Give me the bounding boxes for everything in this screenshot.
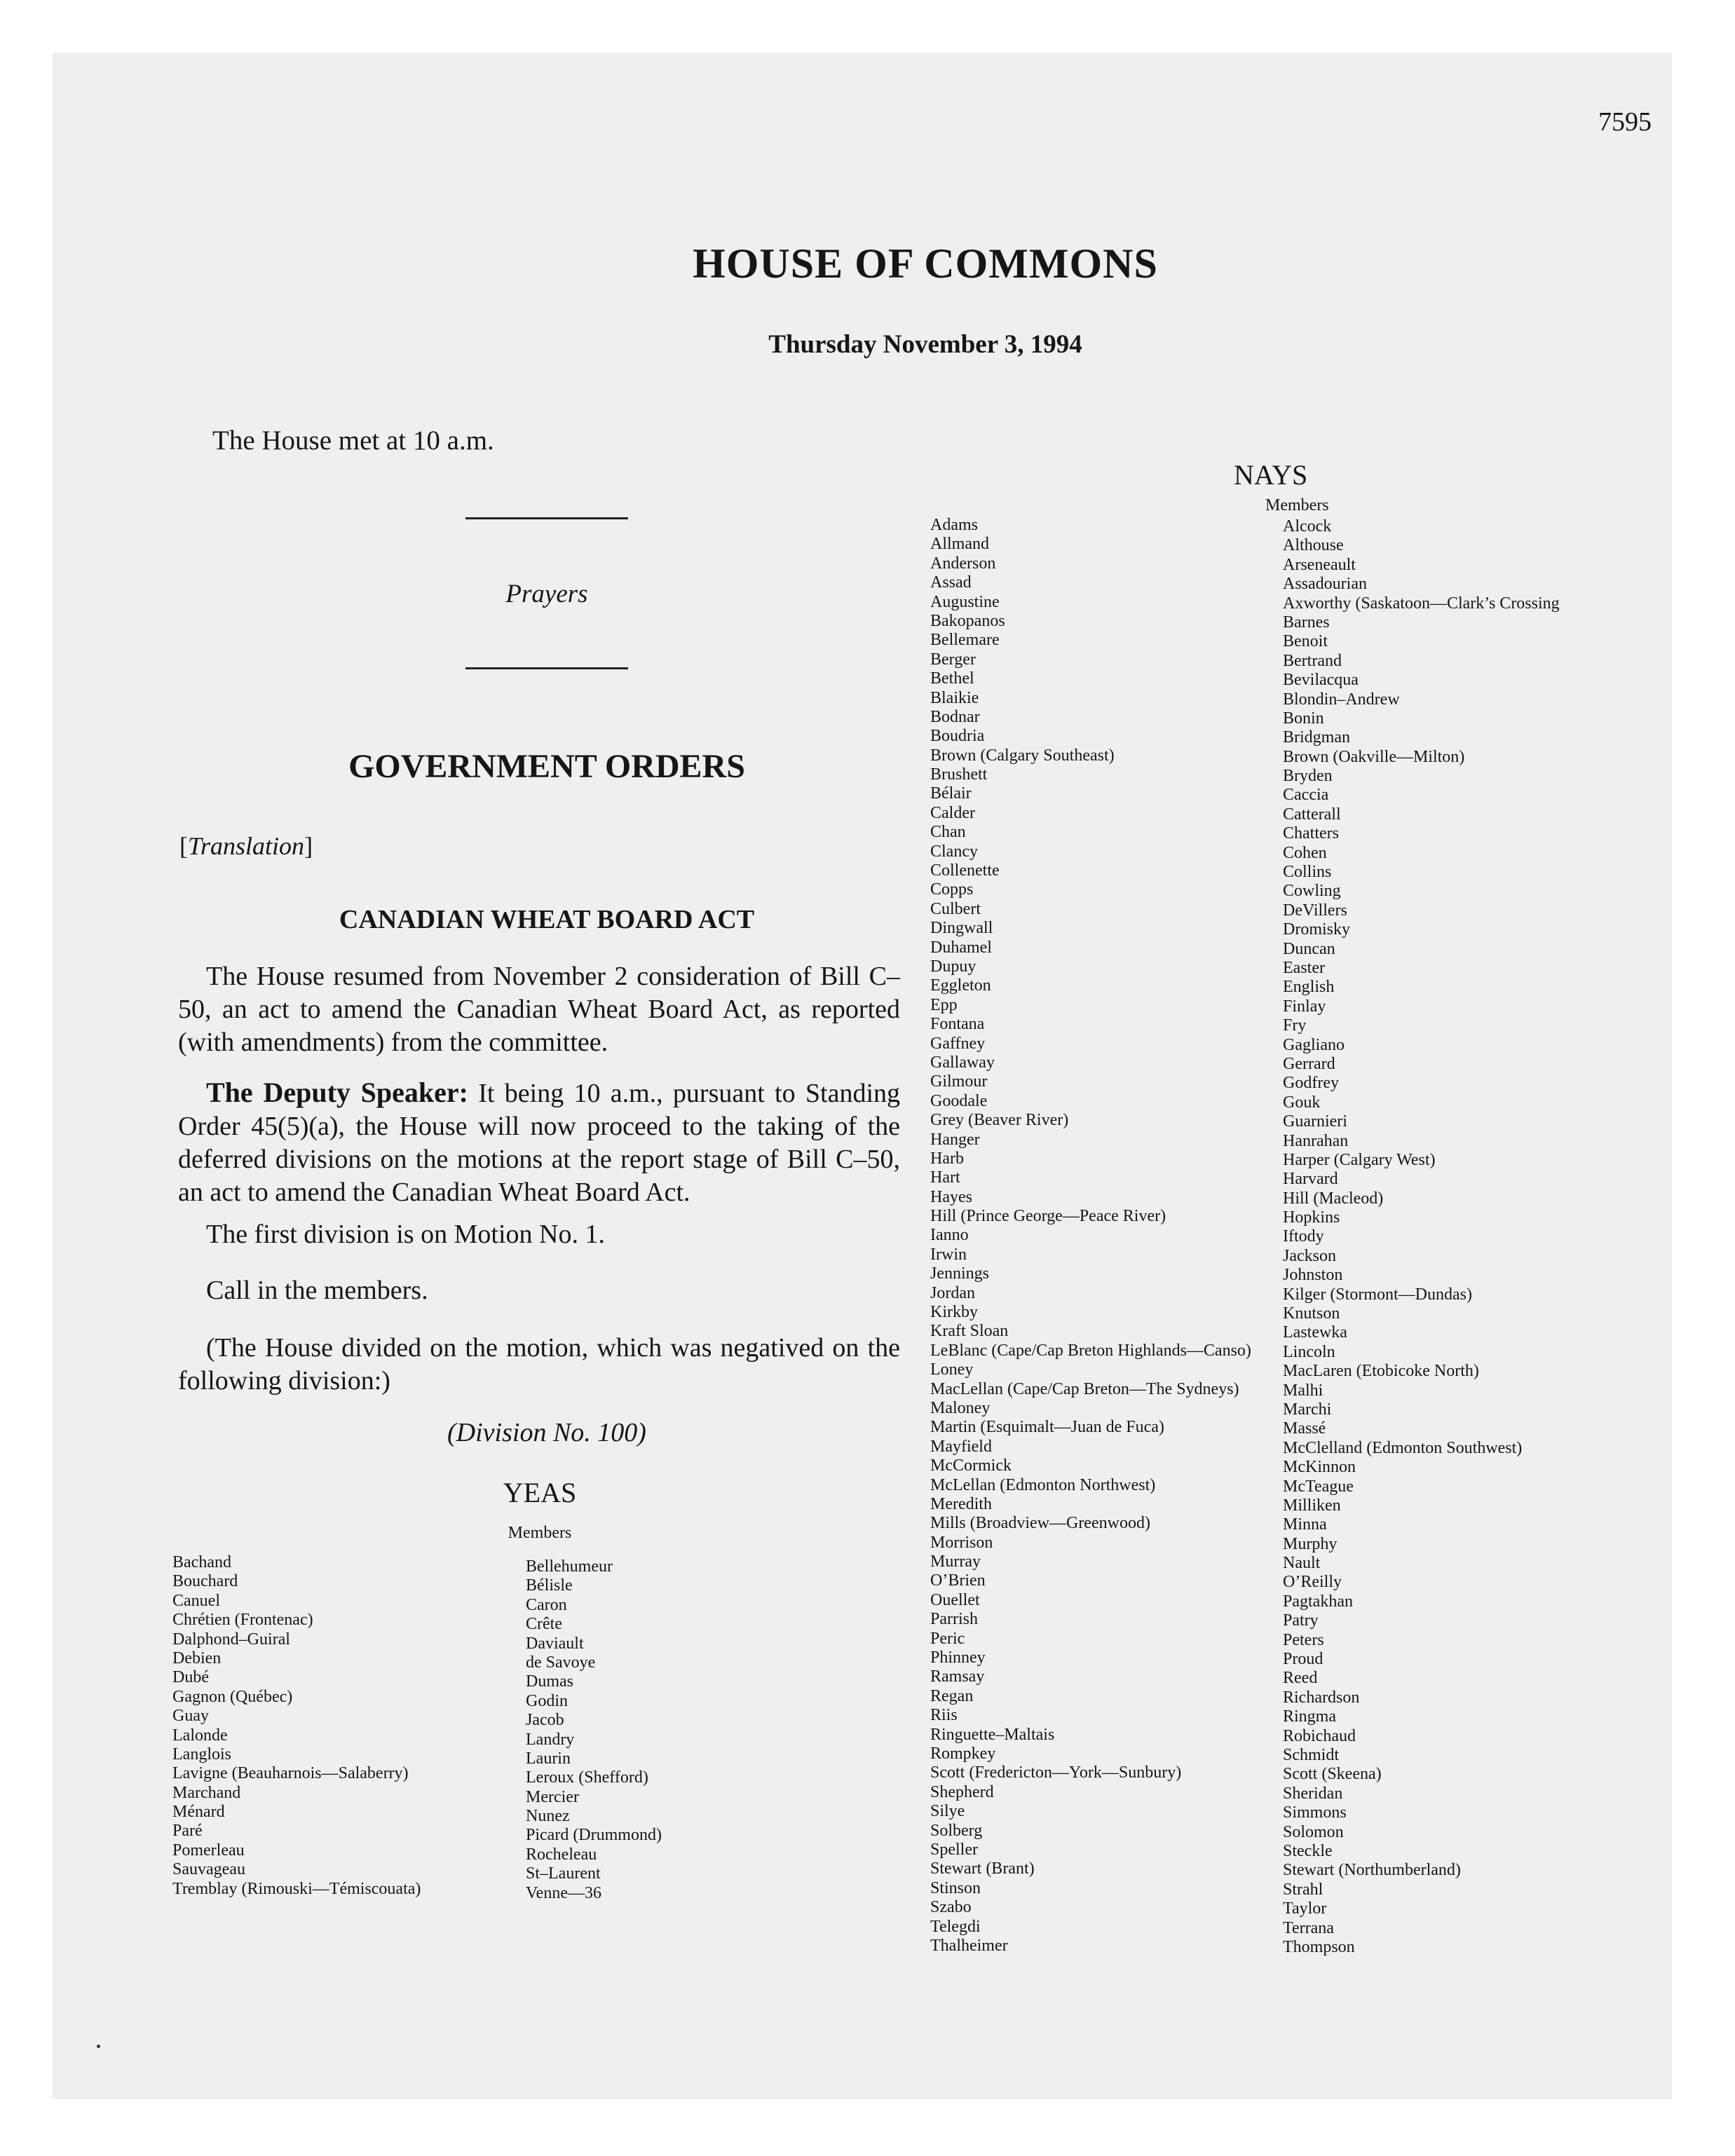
member-name: Speller	[930, 1840, 978, 1859]
member-name: O’Reilly	[1283, 1573, 1342, 1592]
member-name: Augustine	[930, 592, 1000, 611]
member-name: de Savoye	[526, 1653, 596, 1672]
member-name: Gallaway	[930, 1053, 995, 1072]
member-name: Calder	[930, 803, 975, 822]
member-name: Anderson	[930, 554, 996, 573]
member-name: Lavigne (Beauharnois—Salaberry)	[172, 1764, 409, 1783]
member-name: Assad	[930, 573, 972, 592]
yeas-column-1	[172, 1553, 421, 1899]
member-name: Assadourian	[1283, 575, 1367, 594]
member-name: Dalphond–Guiral	[172, 1630, 290, 1649]
member-name: Jennings	[930, 1264, 989, 1283]
member-name: Solberg	[930, 1821, 983, 1840]
member-name: Dingwall	[930, 919, 993, 938]
member-name: Boudria	[930, 727, 985, 746]
member-name: Kraft Sloan	[930, 1322, 1009, 1341]
member-name: Harper (Calgary West)	[1283, 1150, 1436, 1169]
member-name: Loney	[930, 1360, 974, 1379]
yeas-column-2	[526, 1557, 662, 1903]
member-name: Adams	[930, 516, 978, 534]
member-name: Bellemare	[930, 631, 1000, 650]
member-name: Ringuette–Maltais	[930, 1725, 1055, 1744]
member-name: Peric	[930, 1629, 965, 1648]
member-name: Harb	[930, 1149, 964, 1168]
member-name: Chan	[930, 823, 966, 842]
page-number: 7595	[1598, 107, 1652, 137]
page-title: HOUSE OF COMMONS	[693, 240, 1158, 287]
member-name: Solomon	[1283, 1822, 1344, 1841]
member-name: Bouchard	[172, 1572, 238, 1591]
member-name: Lincoln	[1283, 1342, 1335, 1361]
member-name: Brown (Calgary Southeast)	[930, 746, 1115, 765]
member-name: Mills (Broadview—Greenwood)	[930, 1514, 1150, 1533]
member-name: Hill (Prince George—Peace River)	[930, 1207, 1166, 1226]
member-name: Hopkins	[1283, 1208, 1340, 1227]
member-name: Venne—36	[526, 1883, 601, 1902]
member-name: MacLaren (Etobicoke North)	[1283, 1362, 1479, 1381]
member-name: DeVillers	[1283, 901, 1347, 920]
member-name: Phinney	[930, 1649, 986, 1667]
member-name: Bélair	[930, 784, 972, 803]
member-name: Scott (Skeena)	[1283, 1765, 1382, 1784]
member-name: Daviault	[526, 1634, 584, 1653]
member-name: Hayes	[930, 1187, 972, 1206]
member-name: Blondin–Andrew	[1283, 690, 1400, 709]
member-name: Proud	[1283, 1650, 1324, 1669]
paragraph-call-members: Call in the members.	[206, 1276, 428, 1305]
paragraph-deputy-speaker	[178, 1076, 900, 1209]
member-name: Dupuy	[930, 957, 977, 976]
member-name: Chrétien (Frontenac)	[172, 1611, 313, 1630]
member-name: Clancy	[930, 842, 978, 861]
member-name: Barnes	[1283, 613, 1330, 632]
member-name: Richardson	[1283, 1688, 1360, 1707]
member-name: Cowling	[1283, 882, 1341, 901]
member-name: Silye	[930, 1802, 965, 1821]
member-name: Ouellet	[930, 1590, 980, 1609]
member-name: Cohen	[1283, 843, 1327, 862]
member-name: LeBlanc (Cape/Cap Breton Highlands—Canso)	[930, 1341, 1251, 1360]
member-name: Goodale	[930, 1091, 988, 1110]
member-name: McTeague	[1283, 1477, 1354, 1496]
member-name: Guarnieri	[1283, 1112, 1347, 1131]
member-name: Duncan	[1283, 939, 1335, 958]
member-name: Milliken	[1283, 1496, 1341, 1515]
member-name: Brushett	[930, 765, 988, 784]
member-name: Collins	[1283, 863, 1332, 882]
member-name: Shepherd	[930, 1782, 994, 1801]
member-name: Landry	[526, 1730, 575, 1749]
member-name: Iftody	[1283, 1227, 1324, 1246]
member-name: Johnston	[1283, 1266, 1343, 1285]
member-name: English	[1283, 978, 1335, 997]
member-name: Sheridan	[1283, 1784, 1343, 1803]
member-name: Caron	[526, 1595, 567, 1614]
member-name: Axworthy (Saskatoon—Clark’s Crossing	[1283, 594, 1560, 613]
member-name: Strahl	[1283, 1880, 1324, 1899]
house-divided-text: (The House divided on the motion, which was negatived on the following division:)	[178, 1333, 900, 1396]
member-name: Leroux (Shefford)	[526, 1768, 648, 1787]
member-name: Hill (Macleod)	[1283, 1189, 1384, 1208]
member-name: Brown (Oakville—Milton)	[1283, 747, 1465, 766]
member-name: Gerrard	[1283, 1054, 1335, 1073]
member-name: Thalheimer	[930, 1936, 1008, 1955]
member-name: Nunez	[526, 1807, 570, 1826]
member-name: Harvard	[1283, 1170, 1338, 1189]
divider-bottom	[465, 667, 628, 669]
member-name: Dubé	[172, 1668, 209, 1687]
divider-top	[465, 517, 628, 519]
member-name: Malhi	[1283, 1381, 1324, 1400]
member-name: Kilger (Stormont—Dundas)	[1283, 1285, 1472, 1304]
member-name: Bethel	[930, 669, 974, 688]
member-name: Althouse	[1283, 536, 1344, 555]
scan-speck	[97, 2045, 100, 2048]
member-name: Robichaud	[1283, 1726, 1356, 1745]
member-name: Lalonde	[172, 1726, 228, 1745]
member-name: Dromisky	[1283, 920, 1350, 939]
member-name: Peters	[1283, 1630, 1324, 1649]
member-name: Nault	[1283, 1554, 1321, 1573]
house-met-text: The House met at 10 a.m.	[212, 425, 494, 456]
member-name: Lastewka	[1283, 1323, 1347, 1342]
member-name: Gilmour	[930, 1072, 988, 1091]
member-name: Epp	[930, 995, 958, 1014]
paragraph-resumed: The House resumed from November 2 consideration of Bill C–50, an act to amend the Canadian Wheat Board Act, as reported (with amendments) from the committee.	[178, 962, 900, 1057]
member-name: Fry	[1283, 1016, 1307, 1035]
member-name: Hart	[930, 1168, 960, 1187]
member-name: Simmons	[1283, 1803, 1347, 1822]
member-name: McCormick	[930, 1456, 1012, 1475]
paragraph-house-divided	[178, 1332, 900, 1398]
member-name: Thompson	[1283, 1937, 1355, 1956]
member-name: Ringma	[1283, 1707, 1336, 1726]
member-name: Jacob	[526, 1711, 564, 1730]
member-name: Chatters	[1283, 824, 1339, 843]
member-name: Gagliano	[1283, 1035, 1345, 1054]
member-name: Maloney	[930, 1398, 991, 1417]
member-name: Sauvageau	[172, 1860, 245, 1879]
member-name: Meredith	[930, 1494, 992, 1513]
member-name: Regan	[930, 1686, 974, 1705]
member-name: Culbert	[930, 899, 981, 918]
member-name: Bodnar	[930, 707, 980, 726]
member-name: Picard (Drummond)	[526, 1826, 662, 1845]
translation-note: [Translation]	[179, 832, 313, 860]
member-name: Taylor	[1283, 1899, 1327, 1918]
member-name: Bélisle	[526, 1576, 573, 1595]
member-name: Stinson	[930, 1878, 981, 1897]
member-name: Bridgman	[1283, 728, 1350, 747]
member-name: Gagnon (Québec)	[172, 1687, 293, 1706]
member-name: Minna	[1283, 1515, 1327, 1534]
member-name: Knutson	[1283, 1304, 1340, 1323]
member-name: Bonin	[1283, 709, 1324, 728]
member-name: Gouk	[1283, 1093, 1321, 1112]
member-name: Ramsay	[930, 1667, 985, 1686]
member-name: MacLellan (Cape/Cap Breton—The Sydneys)	[930, 1379, 1239, 1398]
member-name: Murphy	[1283, 1534, 1338, 1553]
member-name: Szabo	[930, 1898, 972, 1917]
member-name: Crête	[526, 1615, 562, 1634]
member-name: Duhamel	[930, 938, 992, 957]
member-name: Debien	[172, 1649, 222, 1667]
member-name: Caccia	[1283, 786, 1329, 805]
member-name: Berger	[930, 650, 976, 669]
member-name: Langlois	[172, 1745, 231, 1763]
member-name: Copps	[930, 880, 974, 899]
member-name: Easter	[1283, 958, 1325, 977]
member-name: O’Brien	[930, 1571, 986, 1590]
member-name: Bryden	[1283, 767, 1333, 786]
member-name: Paré	[172, 1822, 203, 1841]
member-name: Ménard	[172, 1803, 225, 1822]
yeas-members-label: Members	[508, 1524, 572, 1542]
member-name: Bevilacqua	[1283, 671, 1359, 690]
member-name: Collenette	[930, 861, 1000, 880]
sitting-date: Thursday November 3, 1994	[768, 330, 1082, 359]
member-name: Fontana	[930, 1015, 985, 1034]
member-name: Pagtakhan	[1283, 1592, 1353, 1611]
member-name: Arseneault	[1283, 555, 1356, 574]
member-name: Alcock	[1283, 517, 1332, 535]
yeas-heading: YEAS	[503, 1477, 577, 1508]
member-name: Laurin	[526, 1749, 571, 1768]
member-name: Finlay	[1283, 997, 1326, 1016]
nays-column-2	[1283, 517, 1560, 1957]
member-name: Dumas	[526, 1672, 573, 1691]
member-name: Jordan	[930, 1283, 975, 1302]
member-name: Rompkey	[930, 1745, 996, 1763]
member-name: Murray	[930, 1553, 981, 1571]
member-name: Stewart (Northumberland)	[1283, 1861, 1461, 1880]
member-name: Martin (Esquimalt—Juan de Fuca)	[930, 1418, 1164, 1437]
member-name: Blaikie	[930, 688, 979, 707]
member-name: Hanger	[930, 1130, 980, 1149]
nays-members-label: Members	[1265, 496, 1329, 514]
member-name: Stewart (Brant)	[930, 1860, 1035, 1878]
member-name: Bakopanos	[930, 611, 1005, 630]
nays-heading: NAYS	[1234, 459, 1308, 491]
member-name: Bachand	[172, 1553, 231, 1571]
member-name: Benoit	[1283, 632, 1328, 651]
member-name: Steckle	[1283, 1841, 1333, 1860]
member-name: Mercier	[526, 1787, 579, 1806]
speaker-statement: It being 10 a.m., pursuant to Standing Order 45(5)(a), the House will now proceed to the taking of the deferred divisions on the motions at the report stage of Bill C–50, an act to amend the Canadian Wheat Board Act.	[178, 1079, 901, 1207]
member-name: McLellan (Edmonton Northwest)	[930, 1475, 1156, 1494]
member-name: Canuel	[172, 1591, 220, 1610]
member-name: Jackson	[1283, 1246, 1336, 1265]
member-name: Godin	[526, 1691, 568, 1710]
member-name: Guay	[172, 1707, 209, 1726]
member-name: Telegdi	[930, 1917, 981, 1936]
member-name: Schmidt	[1283, 1746, 1340, 1764]
member-name: Scott (Fredericton—York—Sunbury)	[930, 1763, 1182, 1782]
member-name: Riis	[930, 1706, 958, 1725]
member-name: McKinnon	[1283, 1458, 1356, 1477]
speaker-name: The Deputy Speaker:	[206, 1077, 468, 1108]
member-name: Hanrahan	[1283, 1131, 1349, 1150]
member-name: Mayfield	[930, 1437, 992, 1456]
member-name: Bellehumeur	[526, 1557, 613, 1576]
division-number: (Division No. 100)	[447, 1418, 646, 1447]
translation-label: Translation	[188, 832, 305, 860]
member-name: Morrison	[930, 1533, 993, 1552]
member-name: Marchi	[1283, 1400, 1332, 1419]
member-name: Patry	[1283, 1611, 1319, 1630]
member-name: Rocheleau	[526, 1845, 597, 1864]
member-name: Bertrand	[1283, 651, 1342, 670]
member-name: Massé	[1283, 1419, 1326, 1438]
member-name: Gaffney	[930, 1034, 986, 1053]
nays-column-1	[930, 516, 1251, 1956]
member-name: Kirkby	[930, 1303, 978, 1322]
member-name: Ianno	[930, 1226, 969, 1245]
member-name: Tremblay (Rimouski—Témiscouata)	[172, 1879, 421, 1898]
paragraph-first-division: The first division is on Motion No. 1.	[206, 1220, 605, 1249]
member-name: Pomerleau	[172, 1841, 245, 1860]
member-name: Eggleton	[930, 976, 991, 995]
prayers-heading: Prayers	[505, 580, 588, 608]
member-name: Terrana	[1283, 1918, 1334, 1937]
member-name: St–Laurent	[526, 1864, 601, 1883]
act-heading: CANADIAN WHEAT BOARD ACT	[339, 905, 755, 934]
member-name: McClelland (Edmonton Southwest)	[1283, 1438, 1523, 1457]
member-name: Allmand	[930, 535, 989, 554]
member-name: Catterall	[1283, 805, 1341, 824]
member-name: Grey (Beaver River)	[930, 1111, 1069, 1130]
member-name: Reed	[1283, 1669, 1318, 1688]
member-name: Irwin	[930, 1245, 967, 1264]
member-name: Parrish	[930, 1610, 978, 1629]
member-name: Marchand	[172, 1783, 241, 1802]
section-heading: GOVERNMENT ORDERS	[348, 748, 745, 785]
member-name: Godfrey	[1283, 1074, 1339, 1093]
